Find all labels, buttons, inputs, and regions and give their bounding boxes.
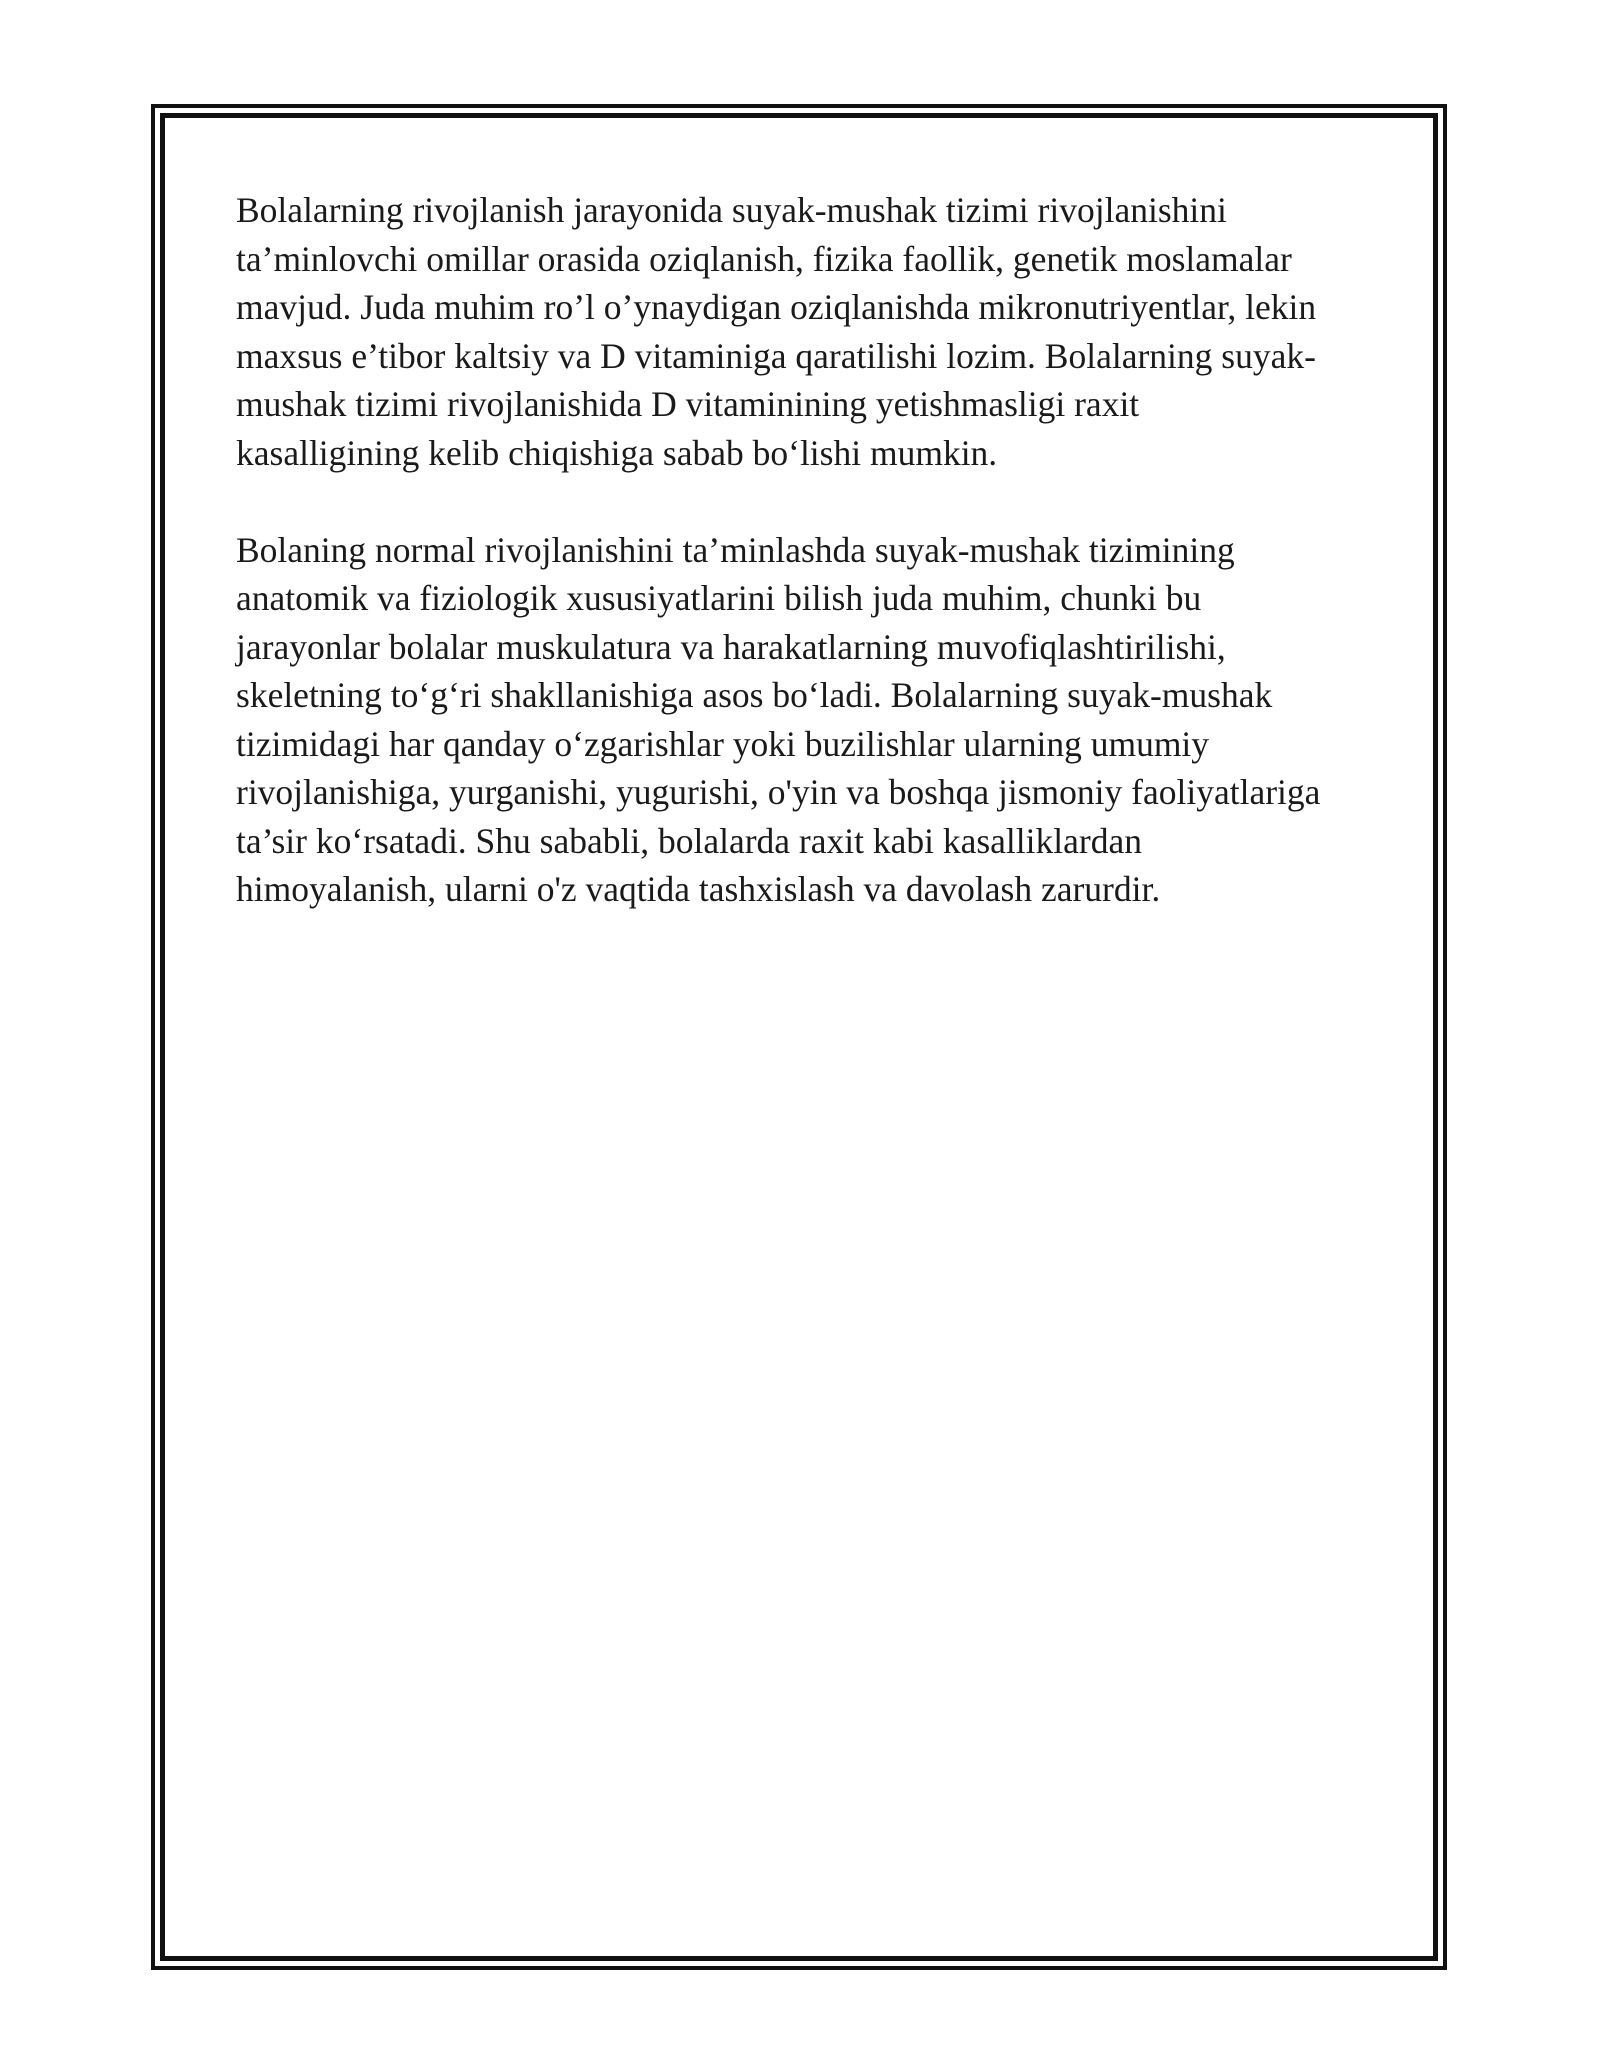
text-line: mavjud. Juda muhim ro’l o’ynaydigan oziqlanishda mikronutriyentlar, lekin: [236, 287, 1317, 327]
text-line: himoyalanish, ularni o'z vaqtida tashxislash va davolash zarurdir.: [236, 869, 1161, 909]
document-body: [236, 186, 1376, 914]
paragraph-1: [236, 186, 1376, 477]
text-line: Bolalarning rivojlanish jarayonida suyak-mushak tizimi rivojlanishini: [236, 190, 1227, 230]
text-line: anatomik va fiziologik xususiyatlarini bilish juda muhim, chunki bu: [236, 578, 1202, 618]
text-line: kasalligining kelib chiqishiga sabab bo‘lishi mumkin.: [236, 432, 998, 473]
text-line: Bolaning normal rivojlanishini ta’minlashda suyak-mushak tizimining: [236, 529, 1235, 570]
text-line: skeletning to‘g‘ri shakllanishiga asos bo‘ladi. Bolalarning suyak-mushak: [236, 675, 1273, 715]
text-line: ta’sir ko‘rsatadi. Shu sababli, bolalarda raxit kabi kasalliklardan: [236, 820, 1142, 861]
paragraph-2: [236, 526, 1376, 914]
text-line: jarayonlar bolalar muskulatura va harakatlarning muvofiqlashtirilishi,: [236, 626, 1226, 667]
text-line: tizimidagi har qanday o‘zgarishlar yoki buzilishlar ularning umumiy: [236, 723, 1210, 764]
text-line: mushak tizimi rivojlanishida D vitaminining yetishmasligi raxit: [236, 384, 1140, 424]
text-line: ta’minlovchi omillar orasida oziqlanish, fizika faollik, genetik moslamalar: [236, 238, 1292, 279]
text-line: rivojlanishiga, yurganishi, yugurishi, o'yin va boshqa jismoniy faoliyatlariga: [236, 772, 1321, 812]
text-line: maxsus e’tibor kaltsiy va D vitaminiga qaratilishi lozim. Bolalarning suyak-: [236, 335, 1316, 376]
